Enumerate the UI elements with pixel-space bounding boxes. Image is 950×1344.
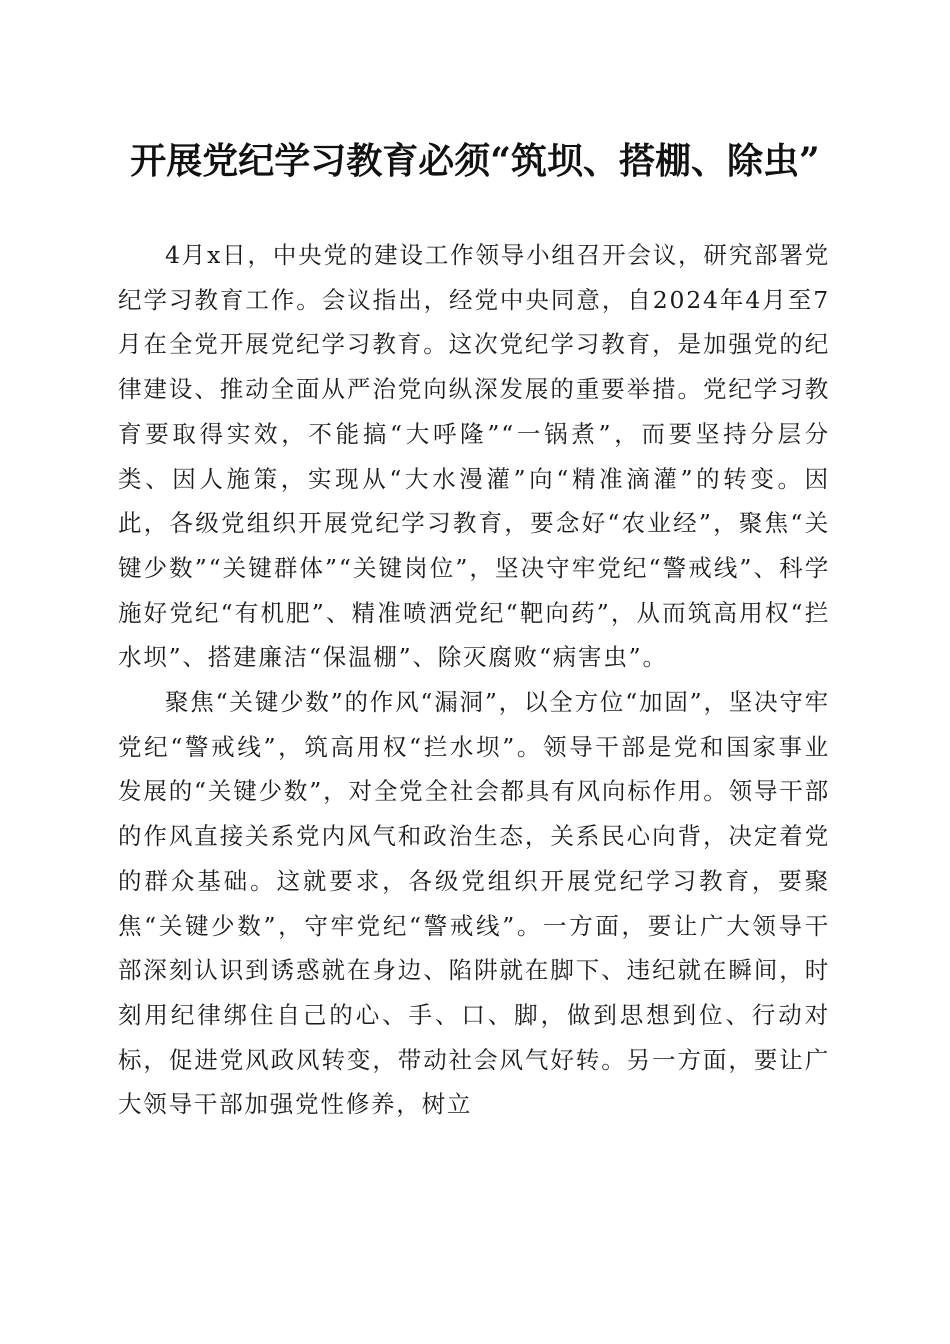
paragraph-2: 聚焦“关键少数”的作风“漏洞”，以全方位“加固”，坚决守牢党纪“警戒线”，筑高用权“拦水坝”。领导干部是党和国家事业发展的“关键少数”，对全党全社会都具有风向标作用。领导干部的作风直接关系党内风气和政治生态，关系民心向背，决定着党的群众基础。这就要求，各级党组织开展党纪学习教育，要聚焦“关键少数”，守牢党纪“警戒线”。一方面，要让广大领导干部深刻认识到诱惑就在身边、陷阱就在脚下、违纪就在瞬间，时刻用纪律绑住自己的心、手、口、脚，做到思想到位、行动对标，促进党风政风转变，带动社会风气好转。另一方面，要让广大领导干部加强党性修养，树立: [118, 688, 830, 1119]
document-body: [118, 233, 830, 1127]
paragraph-1: 4月x日，中央党的建设工作领导小组召开会议，研究部署党纪学习教育工作。会议指出，经党中央同意，自2024年4月至7月在全党开展党纪学习教育。这次党纪学习教育，是加强党的纪律建设、推动全面从严治党向纵深发展的重要举措。党纪学习教育要取得实效，不能搞“大呼隆”“一锅煮”，而要坚持分层分类、因人施策，实现从“大水漫灌”向“精准滴灌”的转变。因此，各级党组织开展党纪学习教育，要念好“农业经”，聚焦“关键少数”“关键群体”“关键岗位”，坚决守牢党纪“警戒线”、科学施好党纪“有机肥”、精准喷洒党纪“靶向药”，从而筑高用权“拦水坝”、搭建廉洁“保温棚”、除灭腐败“病害虫”。: [118, 241, 830, 672]
document-title: 开展党纪学习教育必须“筑坝、搭棚、除虫”: [130, 140, 820, 182]
